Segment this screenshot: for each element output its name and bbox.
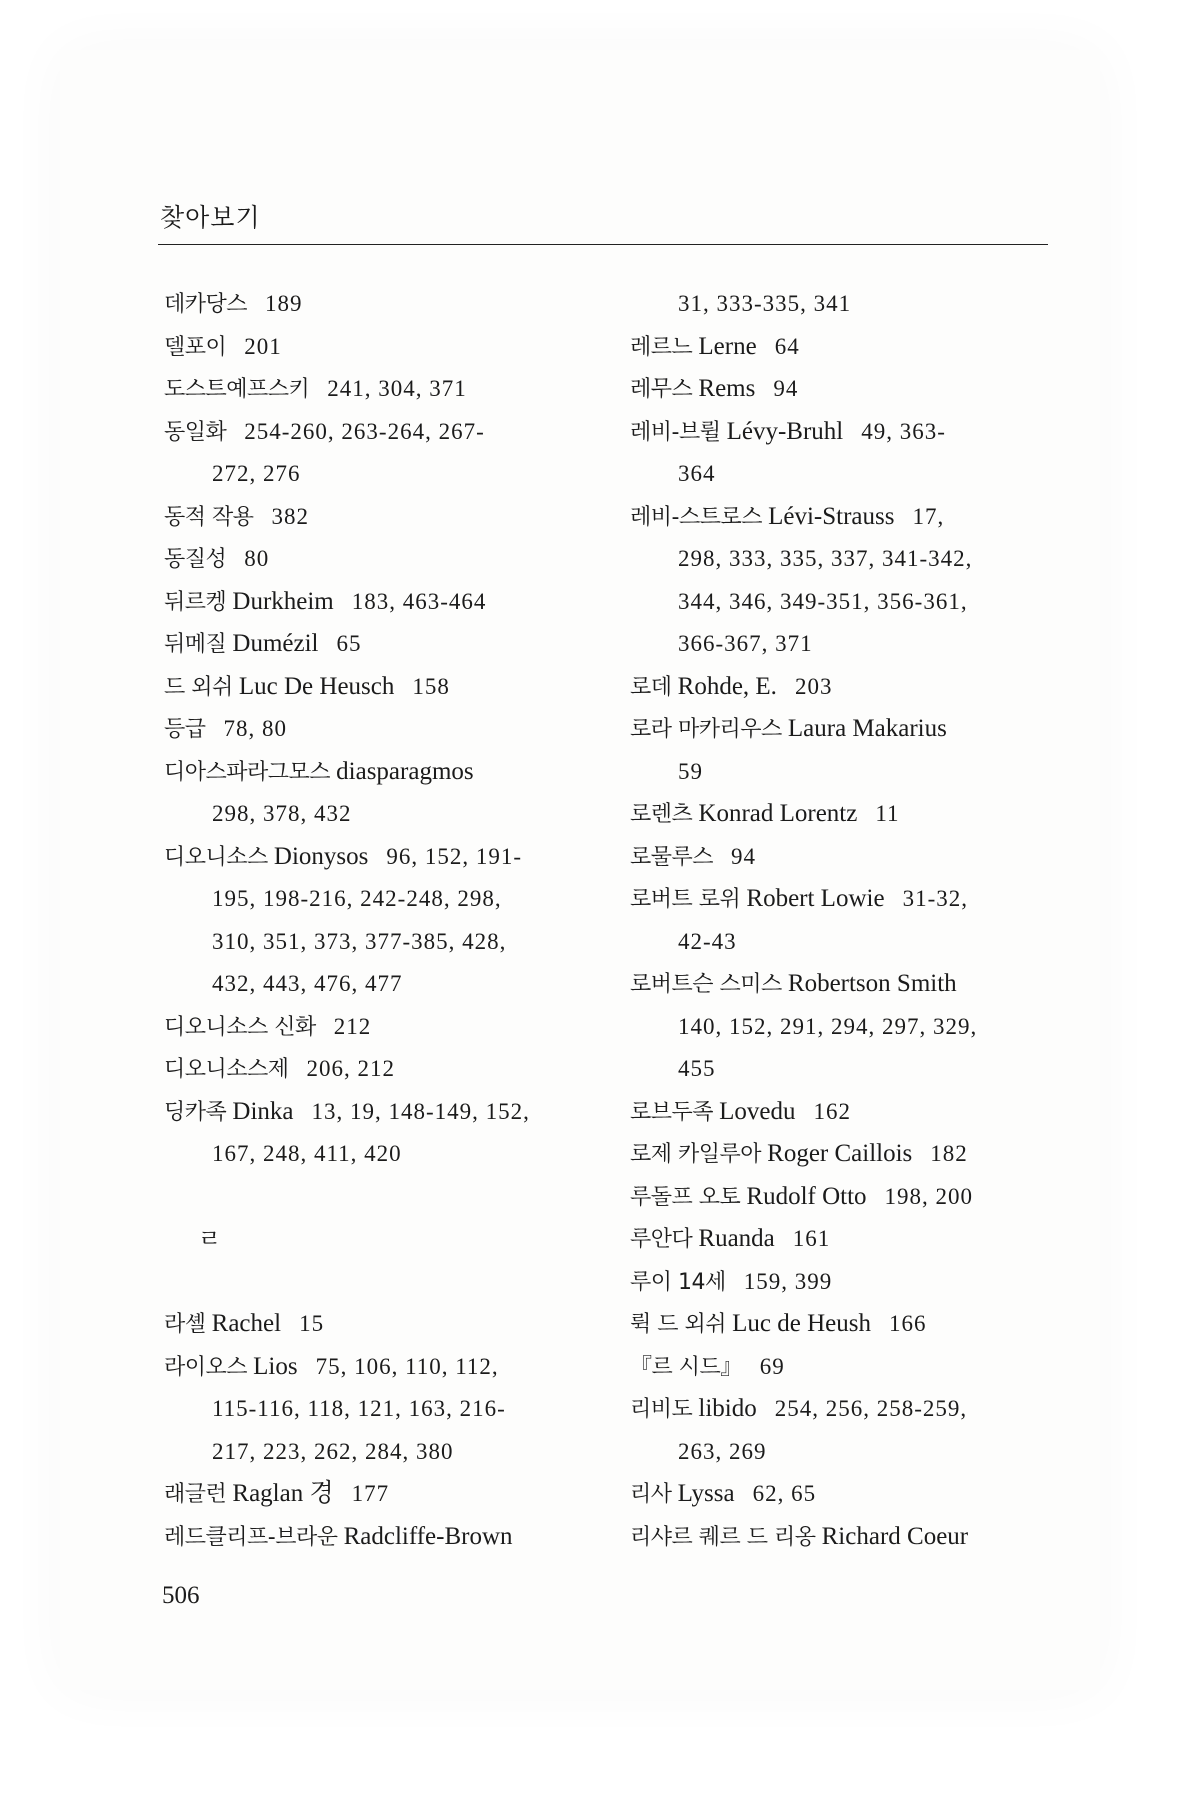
index-entry-continuation bbox=[164, 793, 584, 836]
entry-term: 리샤르 퀘르 드 리옹 bbox=[630, 1524, 816, 1550]
index-entry bbox=[164, 496, 584, 539]
entry-latin-name: Lios bbox=[253, 1352, 298, 1380]
entry-term: 뤽 드 외쉬 bbox=[630, 1312, 726, 1337]
index-entry bbox=[164, 283, 584, 326]
entry-latin-name: Dionysos bbox=[273, 842, 369, 870]
entry-latin-name: Lerne bbox=[698, 332, 757, 360]
entry-term: 리사 bbox=[630, 1482, 672, 1507]
header-rule bbox=[158, 244, 1048, 245]
page-refs: 80 bbox=[244, 546, 270, 571]
entry-term: 로제 카일루아 bbox=[630, 1142, 762, 1167]
index-entry-continuation bbox=[164, 1133, 584, 1176]
entry-latin-name: Lévy-Bruhl bbox=[726, 417, 844, 445]
entry-term: 딩카족 bbox=[164, 1099, 227, 1125]
entry-term: 디오니소스 신화 bbox=[164, 1014, 316, 1040]
page-refs: 272, 276 bbox=[212, 461, 301, 486]
index-column-left bbox=[164, 283, 584, 1558]
page-refs: 94 bbox=[731, 843, 757, 869]
entry-latin-name: Richard Coeur bbox=[821, 1522, 969, 1550]
page-refs: 254-260, 263-264, 267- bbox=[244, 418, 485, 444]
entry-latin-name: Rudolf Otto bbox=[746, 1182, 867, 1210]
entry-term: 라이오스 bbox=[164, 1354, 248, 1380]
page-refs: 31-32, bbox=[902, 886, 968, 911]
page-refs: 94 bbox=[773, 376, 799, 401]
page-refs: 78, 80 bbox=[223, 716, 288, 741]
entry-term: 레르느 bbox=[630, 334, 693, 360]
index-entry bbox=[164, 623, 584, 666]
page-refs: 64 bbox=[774, 333, 800, 359]
entry-term: 동일화 bbox=[164, 419, 227, 445]
page-refs: 115-116, 118, 121, 163, 216- bbox=[212, 1396, 506, 1421]
index-entry bbox=[630, 1176, 1050, 1219]
page-refs: 432, 443, 476, 477 bbox=[212, 971, 403, 996]
entry-latin-name: Durkheim bbox=[232, 587, 334, 615]
entry-latin-name: diasparagmos bbox=[336, 757, 474, 785]
section-letter: ㄹ bbox=[198, 1225, 222, 1253]
index-entry bbox=[164, 1006, 584, 1049]
index-entry bbox=[630, 708, 1050, 751]
index-entry bbox=[630, 1218, 1050, 1261]
page-refs: 75, 106, 110, 112, bbox=[315, 1353, 499, 1379]
index-entry-continuation bbox=[630, 538, 1050, 581]
page-refs: 177 bbox=[351, 1481, 390, 1506]
entry-term: 로라 마카리우스 bbox=[630, 717, 782, 742]
page-refs: 167, 248, 411, 420 bbox=[212, 1141, 402, 1166]
page-refs: 298, 378, 432 bbox=[212, 801, 352, 826]
entry-latin-name: Raglan 경 bbox=[232, 1480, 334, 1507]
page-refs: 183, 463-464 bbox=[351, 588, 487, 614]
page-refs: 364 bbox=[678, 461, 716, 486]
entry-latin-name: Robert Lowie bbox=[746, 885, 885, 912]
entry-term: 로렌츠 bbox=[630, 802, 693, 827]
entry-latin-name: Lovedu bbox=[719, 1097, 796, 1125]
entry-term: 로버트슨 스미스 bbox=[630, 972, 782, 997]
page-refs: 455 bbox=[678, 1056, 716, 1081]
index-entry-continuation bbox=[630, 1048, 1050, 1091]
page-refs: 189 bbox=[265, 291, 303, 316]
index-entry bbox=[630, 1346, 1050, 1389]
page-refs: 69 bbox=[759, 1353, 785, 1379]
page-refs: 366-367, 371 bbox=[678, 631, 813, 656]
entry-latin-name: Laura Makarius bbox=[787, 715, 947, 742]
entry-term: 동적 작용 bbox=[164, 504, 254, 530]
index-entry bbox=[630, 878, 1050, 921]
page-refs: 31, 333-335, 341 bbox=[678, 291, 852, 316]
entry-term: 동질성 bbox=[164, 547, 227, 572]
entry-latin-name: Konrad Lorentz bbox=[698, 800, 858, 827]
entry-term: 뒤메질 bbox=[164, 632, 227, 657]
index-entry bbox=[630, 1473, 1050, 1516]
index-entry-continuation bbox=[164, 878, 584, 921]
index-entry bbox=[630, 666, 1050, 709]
page-refs: 140, 152, 291, 294, 297, 329, bbox=[678, 1013, 978, 1039]
entry-latin-name: Luc de Heush bbox=[732, 1310, 871, 1337]
entry-term: 레드클리프-브라운 bbox=[164, 1524, 338, 1550]
index-entry-continuation bbox=[630, 453, 1050, 496]
page-refs: 195, 198-216, 242-248, 298, bbox=[212, 886, 502, 911]
entry-term: 도스트예프스키 bbox=[164, 377, 310, 402]
entry-term: 디오니소스 bbox=[164, 844, 268, 870]
page-refs: 182 bbox=[930, 1141, 968, 1166]
entry-term: 『르 시드』 bbox=[630, 1354, 742, 1380]
page-refs: 62, 65 bbox=[752, 1481, 817, 1506]
page-refs: 96, 152, 191- bbox=[386, 843, 523, 869]
entry-term: 디아스파라그모스 bbox=[164, 759, 331, 785]
index-entry-continuation bbox=[630, 921, 1050, 964]
index-entry-continuation bbox=[164, 963, 584, 1006]
index-entry-continuation bbox=[630, 1431, 1050, 1474]
entry-term: 루돌프 오토 bbox=[630, 1184, 741, 1210]
index-entry bbox=[164, 1346, 584, 1389]
index-entry bbox=[164, 751, 584, 794]
index-entry bbox=[164, 326, 584, 369]
entry-latin-name: Radcliffe-Brown bbox=[343, 1522, 513, 1550]
index-entry bbox=[630, 1133, 1050, 1176]
entry-latin-name: Rohde, E. bbox=[677, 672, 777, 700]
entry-term: 래글런 bbox=[164, 1482, 227, 1507]
entry-term: 레비-스트로스 bbox=[630, 504, 762, 530]
page-refs: 217, 223, 262, 284, 380 bbox=[212, 1438, 454, 1464]
index-entry bbox=[630, 326, 1050, 369]
index-entry bbox=[164, 1516, 584, 1559]
page-refs: 42-43 bbox=[678, 928, 737, 954]
index-entry-continuation bbox=[164, 1388, 584, 1431]
page-refs: 17, bbox=[912, 503, 945, 529]
entry-latin-name: Ruanda bbox=[698, 1225, 775, 1252]
entry-term: 레무스 bbox=[630, 377, 693, 402]
entry-term: 로브두족 bbox=[630, 1099, 714, 1125]
index-entry bbox=[630, 1091, 1050, 1134]
page-refs: 310, 351, 373, 377-385, 428, bbox=[212, 928, 507, 954]
page-refs: 344, 346, 349-351, 356-361, bbox=[678, 588, 968, 614]
page-refs: 65 bbox=[336, 631, 362, 656]
entry-term: 리비도 bbox=[630, 1397, 693, 1422]
running-head: 찾아보기 bbox=[160, 203, 261, 232]
index-entry-continuation bbox=[630, 751, 1050, 794]
page-refs: 166 bbox=[888, 1311, 927, 1336]
index-column-right bbox=[630, 283, 1050, 1558]
entry-term: 로버트 로위 bbox=[630, 887, 741, 912]
entry-latin-name: Lyssa bbox=[677, 1480, 735, 1507]
entry-term: 루이 14세 bbox=[630, 1269, 726, 1295]
page-refs: 162 bbox=[813, 1098, 852, 1124]
entry-term: 라셸 bbox=[164, 1312, 206, 1337]
index-entry bbox=[630, 411, 1050, 454]
page-refs: 201 bbox=[244, 333, 282, 359]
index-entry bbox=[164, 1091, 584, 1134]
index-entry bbox=[630, 1303, 1050, 1346]
entry-term: 드 외쉬 bbox=[164, 674, 233, 700]
index-entry bbox=[164, 538, 584, 581]
index-entry-continuation bbox=[630, 1006, 1050, 1049]
index-entry bbox=[164, 708, 584, 751]
index-entry bbox=[630, 1516, 1050, 1559]
index-entry bbox=[630, 963, 1050, 1006]
page-refs: 59 bbox=[678, 758, 703, 784]
index-entry bbox=[630, 1261, 1050, 1304]
entry-term: 로물루스 bbox=[630, 844, 714, 870]
entry-term: 델포이 bbox=[164, 334, 227, 360]
index-entry-continuation bbox=[164, 453, 584, 496]
entry-latin-name: Rachel bbox=[211, 1310, 282, 1337]
entry-latin-name: Robertson Smith bbox=[787, 970, 957, 997]
page-refs: 298, 333, 335, 337, 341-342, bbox=[678, 546, 973, 571]
entry-term: 데카당스 bbox=[164, 292, 248, 317]
page-refs: 203 bbox=[794, 673, 833, 699]
page-refs: 11 bbox=[875, 801, 900, 826]
blank-line bbox=[164, 1261, 584, 1304]
entry-latin-name: libido bbox=[698, 1395, 757, 1422]
entry-term: 로데 bbox=[630, 674, 672, 700]
index-entry-continuation bbox=[630, 283, 1050, 326]
index-entry bbox=[164, 411, 584, 454]
entry-latin-name: Dumézil bbox=[232, 630, 319, 657]
entry-latin-name: Roger Caillois bbox=[767, 1140, 913, 1167]
page-refs: 241, 304, 371 bbox=[327, 376, 467, 401]
index-entry bbox=[164, 1303, 584, 1346]
index-entry bbox=[630, 793, 1050, 836]
blank-line bbox=[164, 1176, 584, 1219]
index-entry bbox=[164, 1048, 584, 1091]
entry-latin-name: Luc De Heusch bbox=[238, 672, 395, 700]
index-entry bbox=[630, 368, 1050, 411]
page-refs: 254, 256, 258-259, bbox=[774, 1396, 968, 1421]
page-refs: 161 bbox=[792, 1226, 831, 1251]
page-number: 506 bbox=[162, 1582, 200, 1609]
index-entry bbox=[164, 1473, 584, 1516]
page-refs: 15 bbox=[299, 1311, 325, 1336]
entry-term: 등급 bbox=[164, 717, 206, 742]
index-entry-continuation bbox=[630, 623, 1050, 666]
index-entry bbox=[164, 581, 584, 624]
page-refs: 382 bbox=[271, 503, 310, 529]
index-entry bbox=[164, 836, 584, 879]
page-refs: 206, 212 bbox=[306, 1056, 396, 1081]
page-refs: 49, 363- bbox=[861, 418, 946, 444]
page-refs: 13, 19, 148-149, 152, bbox=[311, 1098, 530, 1124]
index-entry bbox=[630, 496, 1050, 539]
page-refs: 212 bbox=[333, 1013, 372, 1039]
index-entry-continuation bbox=[164, 921, 584, 964]
index-entry-continuation bbox=[630, 581, 1050, 624]
entry-term: 뒤르켕 bbox=[164, 589, 227, 615]
page-refs: 263, 269 bbox=[678, 1438, 767, 1464]
entry-latin-name: Rems bbox=[698, 375, 756, 402]
index-entry bbox=[630, 836, 1050, 879]
page-refs: 158 bbox=[412, 673, 450, 699]
page-refs: 198, 200 bbox=[884, 1183, 974, 1209]
entry-term: 루안다 bbox=[630, 1227, 693, 1252]
index-entry bbox=[164, 666, 584, 709]
entry-latin-name: Lévi-Strauss bbox=[768, 502, 895, 530]
index-entry bbox=[164, 368, 584, 411]
index-entry bbox=[630, 1388, 1050, 1431]
entry-latin-name: Dinka bbox=[232, 1097, 294, 1125]
entry-term: 레비-브륄 bbox=[630, 419, 721, 445]
index-entry-continuation bbox=[164, 1431, 584, 1474]
entry-term: 디오니소스제 bbox=[164, 1057, 289, 1082]
page-refs: 159, 399 bbox=[743, 1268, 833, 1294]
